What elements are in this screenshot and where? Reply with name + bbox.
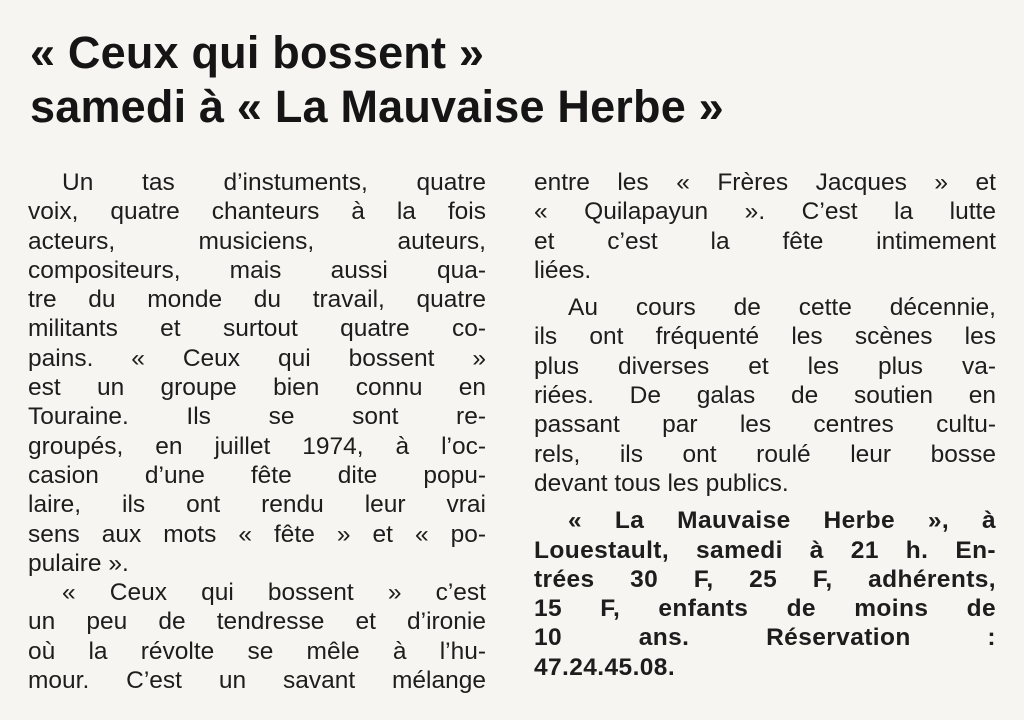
text-line: 15 F, enfants de moins de <box>534 595 996 623</box>
text-line: trées 30 F, 25 F, adhérents, <box>534 565 996 593</box>
paragraph-intro <box>28 168 486 578</box>
text-line: riées. De galas de soutien en <box>534 382 996 410</box>
text-line: « La Mauvaise Herbe », à <box>568 507 996 535</box>
text-line: acteurs, musiciens, auteurs, <box>28 227 486 255</box>
event-info <box>534 506 996 682</box>
text-line: pains. « Ceux qui bossent » <box>28 344 486 372</box>
text-line: ils ont fréquenté les scènes les <box>534 323 996 351</box>
text-line: voix, quatre chanteurs à la fois <box>28 198 486 226</box>
article-column-left <box>28 168 486 695</box>
text-line: Un tas d’instuments, quatre <box>62 169 486 196</box>
text-line: laire, ils ont rendu leur vrai <box>28 491 486 519</box>
text-line: plus diverses et les plus va- <box>534 352 996 380</box>
headline-line-2: samedi à « La Mauvaise Herbe » <box>30 81 724 132</box>
text-line: « Quilapayun ». C’est la lutte <box>534 198 996 226</box>
text-line: Louestault, samedi à 21 h. En- <box>534 536 996 564</box>
text-line: mour. C’est un savant mélange <box>28 667 486 695</box>
text-line: Au cours de cette décennie, <box>568 294 996 322</box>
article-column-right <box>534 168 996 682</box>
text-line: entre les « Frères Jacques » et <box>534 169 996 196</box>
text-line: sens aux mots « fête » et « po- <box>28 520 486 548</box>
paragraph-continuation <box>534 168 996 285</box>
article-headline <box>30 26 724 134</box>
text-line: Touraine. Ils se sont re- <box>28 403 486 431</box>
text-line: et c’est la fête intimement <box>534 227 996 255</box>
text-line: liées. <box>534 256 592 284</box>
paragraph-history <box>534 293 996 498</box>
text-line: 10 ans. Réservation : <box>534 624 996 652</box>
text-line: compositeurs, mais aussi qua- <box>28 256 486 284</box>
text-line: groupés, en juillet 1974, à l’oc- <box>28 432 486 460</box>
text-line: rels, ils ont roulé leur bosse <box>534 440 996 468</box>
text-line: tre du monde du travail, quatre <box>28 286 486 314</box>
text-line: où la révolte se mêle à l’hu- <box>28 637 486 665</box>
text-line: un peu de tendresse et d’ironie <box>28 608 486 636</box>
phone-number: 47.24.45.08. <box>534 653 676 681</box>
text-line: devant tous les publics. <box>534 469 789 497</box>
text-line: casion d’une fête dite popu- <box>28 461 486 489</box>
text-line: est un groupe bien connu en <box>28 374 486 402</box>
headline-line-1: « Ceux qui bossent » <box>30 27 485 78</box>
text-line: « Ceux qui bossent » c’est <box>62 579 486 607</box>
text-line: militants et surtout quatre co- <box>28 315 486 343</box>
text-line: pulaire ». <box>28 549 129 577</box>
paragraph-description <box>28 578 486 695</box>
text-line: passant par les centres cultu- <box>534 411 996 439</box>
